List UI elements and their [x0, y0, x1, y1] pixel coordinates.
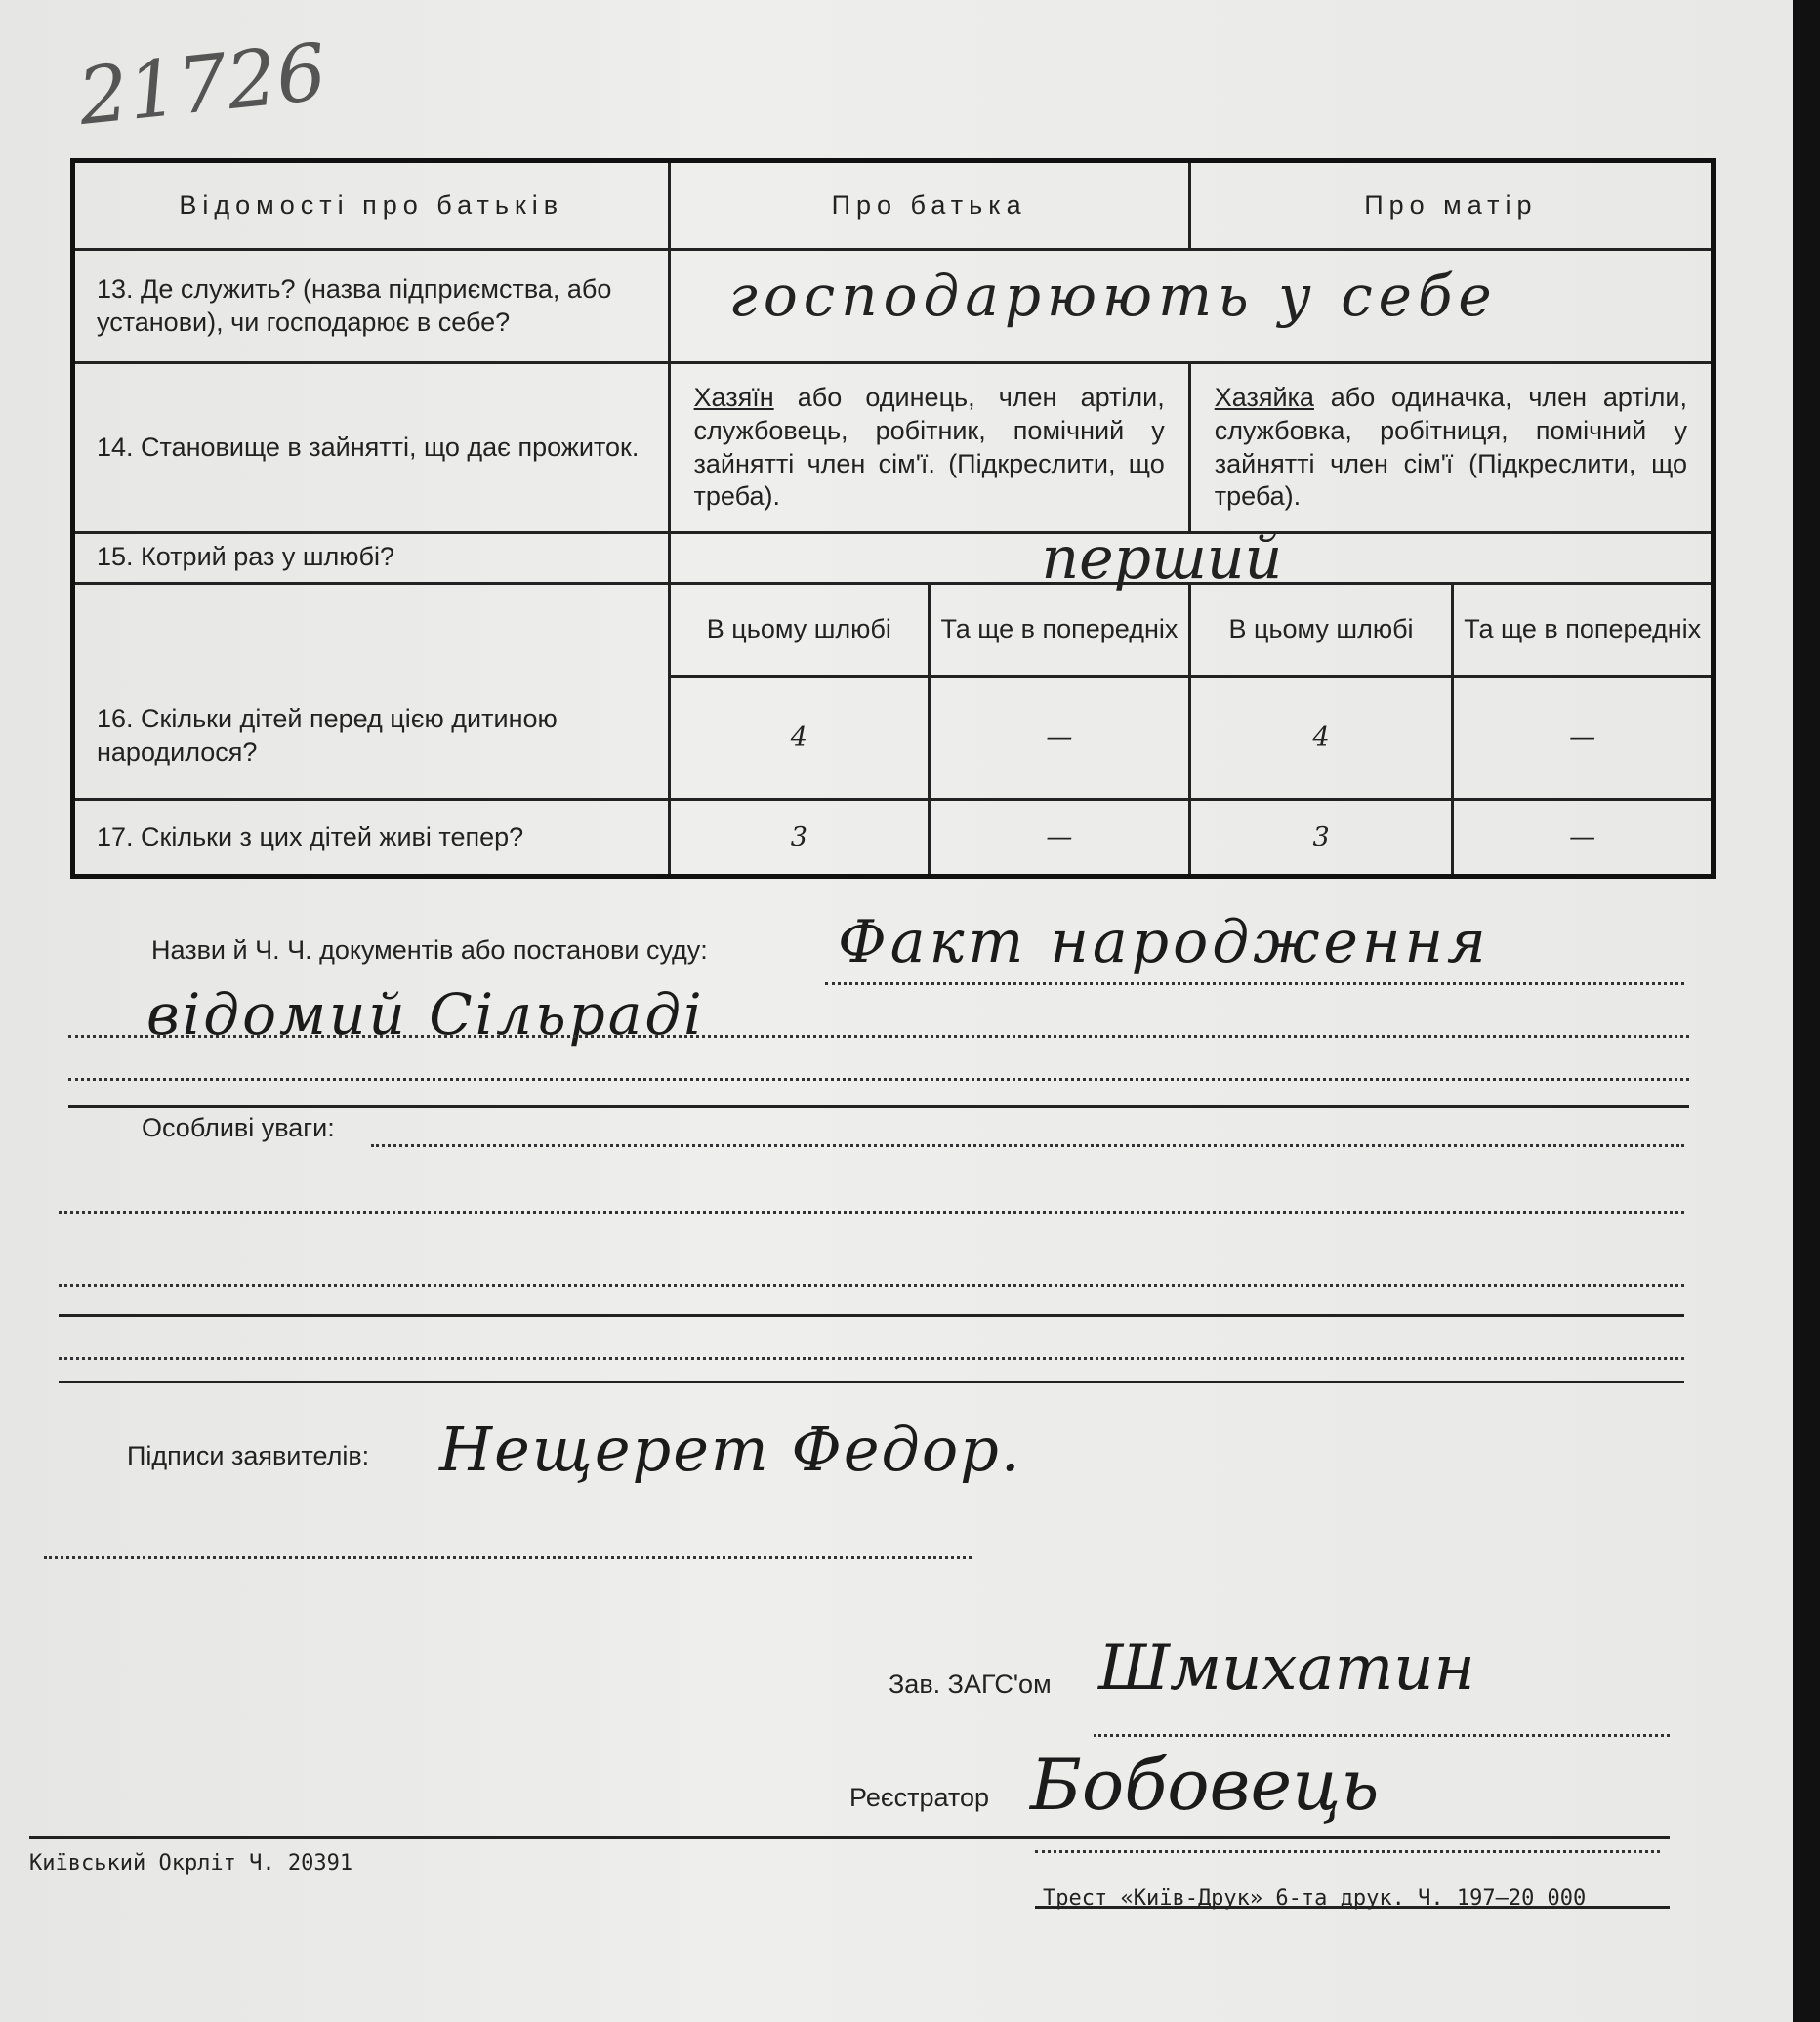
q17-father-prev: — — [930, 800, 1190, 877]
q14-mother-rest: або одиначка, член артіли, службовка, робітниця, помічний у зайнятті член сім'ї (Підкреслити, що треба). — [1214, 383, 1687, 512]
signatures-label: Підписи заявителів: — [127, 1441, 370, 1470]
archive-number: 21726 — [73, 25, 331, 144]
zags-dotted — [1094, 1734, 1670, 1737]
documents-line2: відомий Сільраді — [146, 981, 705, 1048]
q16-mother-this: 4 — [1189, 676, 1453, 799]
registrar-label: Реєстратор — [849, 1783, 990, 1812]
q16-label — [73, 583, 670, 800]
notes-label: Особливі уваги: — [142, 1113, 335, 1142]
q13-answer-cell — [669, 250, 1713, 363]
row-q17 — [73, 800, 1714, 877]
notes-dotted-3 — [59, 1284, 1684, 1287]
parents-info-table — [70, 158, 1716, 879]
q17-mother-prev: — — [1453, 800, 1714, 877]
q16-mother-prev: — — [1453, 676, 1714, 799]
signatures-dotted — [44, 1556, 972, 1559]
q14-mother-underlined: Хазяйка — [1214, 383, 1314, 412]
subheader-father-prev: Та ще в попередніх — [930, 583, 1190, 676]
documents-dotted-2 — [68, 1035, 1689, 1038]
q17-mother-this: 3 — [1189, 800, 1453, 877]
notes-dotted-2 — [59, 1211, 1684, 1214]
documents-dotted-3 — [68, 1078, 1689, 1081]
q13-label: 13. Де служить? (назва підприємства, або установи), чи господарює в себе? — [73, 250, 670, 363]
header-section: Відомості про батьків — [73, 161, 670, 250]
q14-mother-options — [1189, 363, 1713, 533]
registrar-signature: Бобовець — [1030, 1744, 1380, 1826]
q15-answer: перший — [1041, 523, 1283, 593]
q14-father-rest: або одинець, член артіли, службовець, робітник, помічний у зайнятті член сім'ї. (Підкреслити, що треба). — [693, 383, 1165, 512]
q16-father-prev: — — [930, 676, 1190, 799]
footer-rule — [29, 1836, 1670, 1839]
q14-father-underlined: Хазяїн — [693, 383, 774, 412]
documents-label: Назви й Ч. Ч. документів або постанови суду: — [151, 935, 708, 965]
applicant-signature: Нещерет Федор. — [439, 1414, 1022, 1485]
q15-label: 15. Котрий раз у шлюбі? — [73, 532, 670, 583]
header-father: Про батька — [669, 161, 1189, 250]
q13-answer: господарюють у себе — [728, 263, 1498, 330]
documents-line1: Факт народження — [838, 908, 1490, 976]
subheader-mother-prev: Та ще в попередніх — [1453, 583, 1714, 676]
registrar-dotted — [1035, 1850, 1660, 1853]
q16-father-this: 4 — [669, 676, 930, 799]
q15-answer-cell — [669, 523, 1713, 593]
q17-father-this: 3 — [669, 800, 930, 877]
table-header-row — [73, 161, 1714, 250]
notes-dotted-4 — [59, 1357, 1684, 1360]
row-subheaders — [73, 583, 1714, 676]
footer-left: Київський Окрліт Ч. 20391 — [29, 1851, 353, 1876]
zags-label: Зав. ЗАГС'ом — [889, 1670, 1052, 1699]
subheader-father-this: В цьому шлюбі — [669, 583, 930, 676]
scan-edge — [1793, 0, 1820, 2022]
documents-dotted-1 — [825, 982, 1684, 985]
q14-father-options — [669, 363, 1189, 533]
q14-label: 14. Становище в зайнятті, що дає прожиток. — [73, 363, 670, 533]
footer-right: Трест «Київ-Друк» 6-та друк. Ч. 197—20 000 — [1043, 1886, 1587, 1911]
q17-label: 17. Скільки з цих дітей живі тепер? — [73, 800, 670, 877]
header-mother: Про матір — [1189, 161, 1713, 250]
row-q14 — [73, 363, 1714, 533]
documents-rule — [68, 1105, 1689, 1108]
q16-label-text: 16. Скільки дітей перед цією дитиною народилося? — [97, 704, 558, 766]
subheader-mother-this: В цьому шлюбі — [1189, 583, 1453, 676]
notes-dotted-1 — [371, 1144, 1684, 1147]
row-q15 — [73, 532, 1714, 583]
row-q13 — [73, 250, 1714, 363]
zags-signature: Шмихатин — [1098, 1632, 1475, 1705]
notes-rule-2 — [59, 1381, 1684, 1383]
notes-rule — [59, 1314, 1684, 1317]
